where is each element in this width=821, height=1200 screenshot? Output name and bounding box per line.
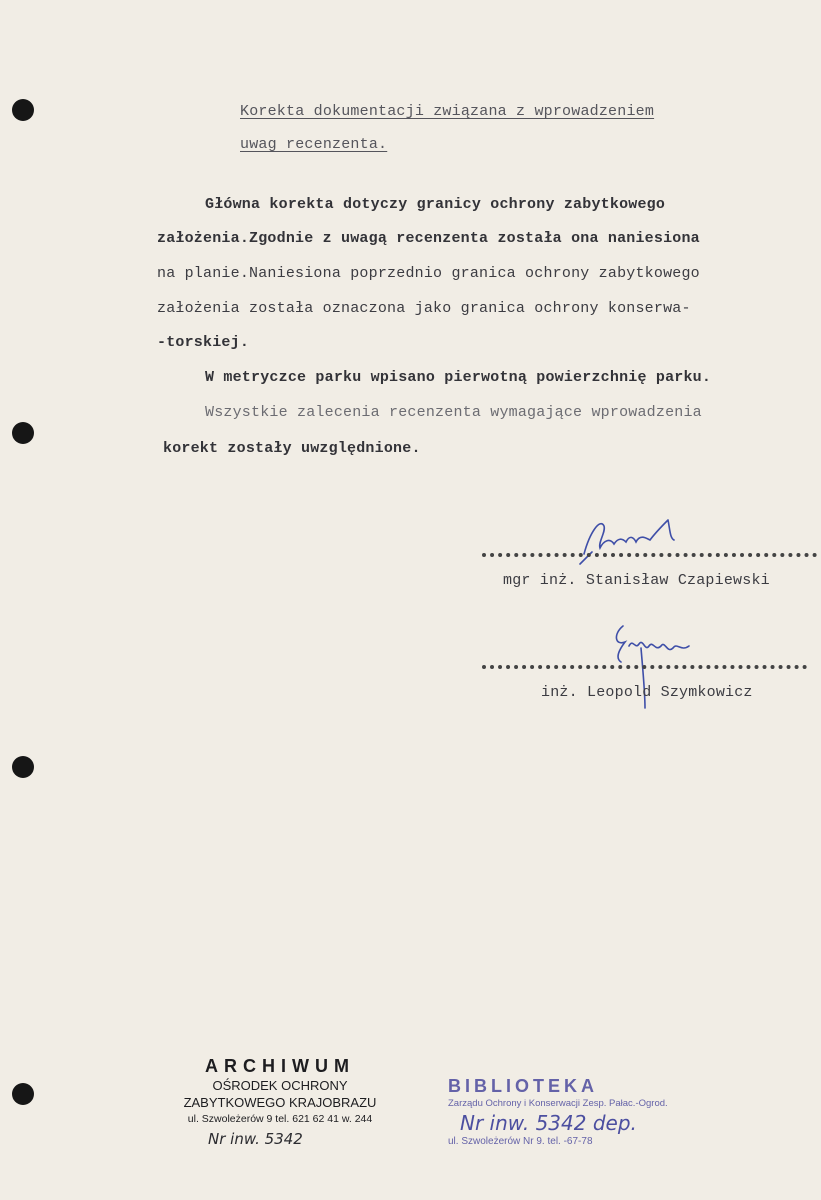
body-line: założenia została oznaczona jako granica ochrony konserwa- bbox=[157, 300, 691, 317]
library-stamp-line: Zarządu Ochrony i Konserwacji Zesp. Pałac.-Ogrod. bbox=[448, 1098, 668, 1109]
signature-line bbox=[482, 665, 807, 669]
punch-hole bbox=[12, 99, 34, 121]
archive-stamp-line: OŚRODEK OCHRONY bbox=[212, 1078, 348, 1093]
archive-stamp-title: ARCHIWUM bbox=[205, 1056, 355, 1076]
punch-hole bbox=[12, 422, 34, 444]
library-stamp-address: ul. Szwoleżerów Nr 9. tel. -67-78 bbox=[448, 1136, 593, 1147]
body-line: Główna korekta dotyczy granicy ochrony zabytkowego bbox=[205, 196, 666, 213]
body-line: Wszystkie zalecenia recenzenta wymagające wprowadzenia bbox=[205, 404, 702, 421]
archive-stamp bbox=[160, 1055, 400, 1151]
body-line: korekt zostały uwzględnione. bbox=[163, 440, 421, 457]
punch-hole bbox=[12, 756, 34, 778]
document-title-line-1: Korekta dokumentacji związana z wprowadzeniem bbox=[240, 103, 655, 120]
library-stamp bbox=[448, 1075, 708, 1149]
signature-czapiewski bbox=[570, 512, 690, 572]
punch-hole bbox=[12, 1083, 34, 1105]
archive-stamp-address: ul. Szwoleżerów 9 tel. 621 62 41 w. 244 bbox=[187, 1113, 373, 1125]
body-line: W metryczce parku wpisano pierwotną powierzchnię parku. bbox=[205, 369, 712, 386]
body-line: na planie.Naniesiona poprzednio granica ochrony zabytkowego bbox=[157, 265, 700, 282]
signature-line bbox=[482, 553, 817, 557]
signatory-name: inż. Leopold Szymkowicz bbox=[541, 684, 753, 701]
signatory-name: mgr inż. Stanisław Czapiewski bbox=[503, 572, 770, 589]
archive-inventory-number: Nr inw. 5342 bbox=[208, 1130, 303, 1148]
body-line: -torskiej. bbox=[157, 334, 250, 351]
archive-stamp-line: ZABYTKOWEGO KRAJOBRAZU bbox=[183, 1095, 377, 1110]
document-title-line-2: uwag recenzenta. bbox=[240, 136, 388, 153]
library-inventory-number: Nr inw. 5342 dep. bbox=[460, 1111, 637, 1135]
body-line: założenia.Zgodnie z uwagą recenzenta została ona naniesiona bbox=[157, 230, 700, 247]
library-stamp-title: BIBLIOTEKA bbox=[448, 1076, 598, 1096]
